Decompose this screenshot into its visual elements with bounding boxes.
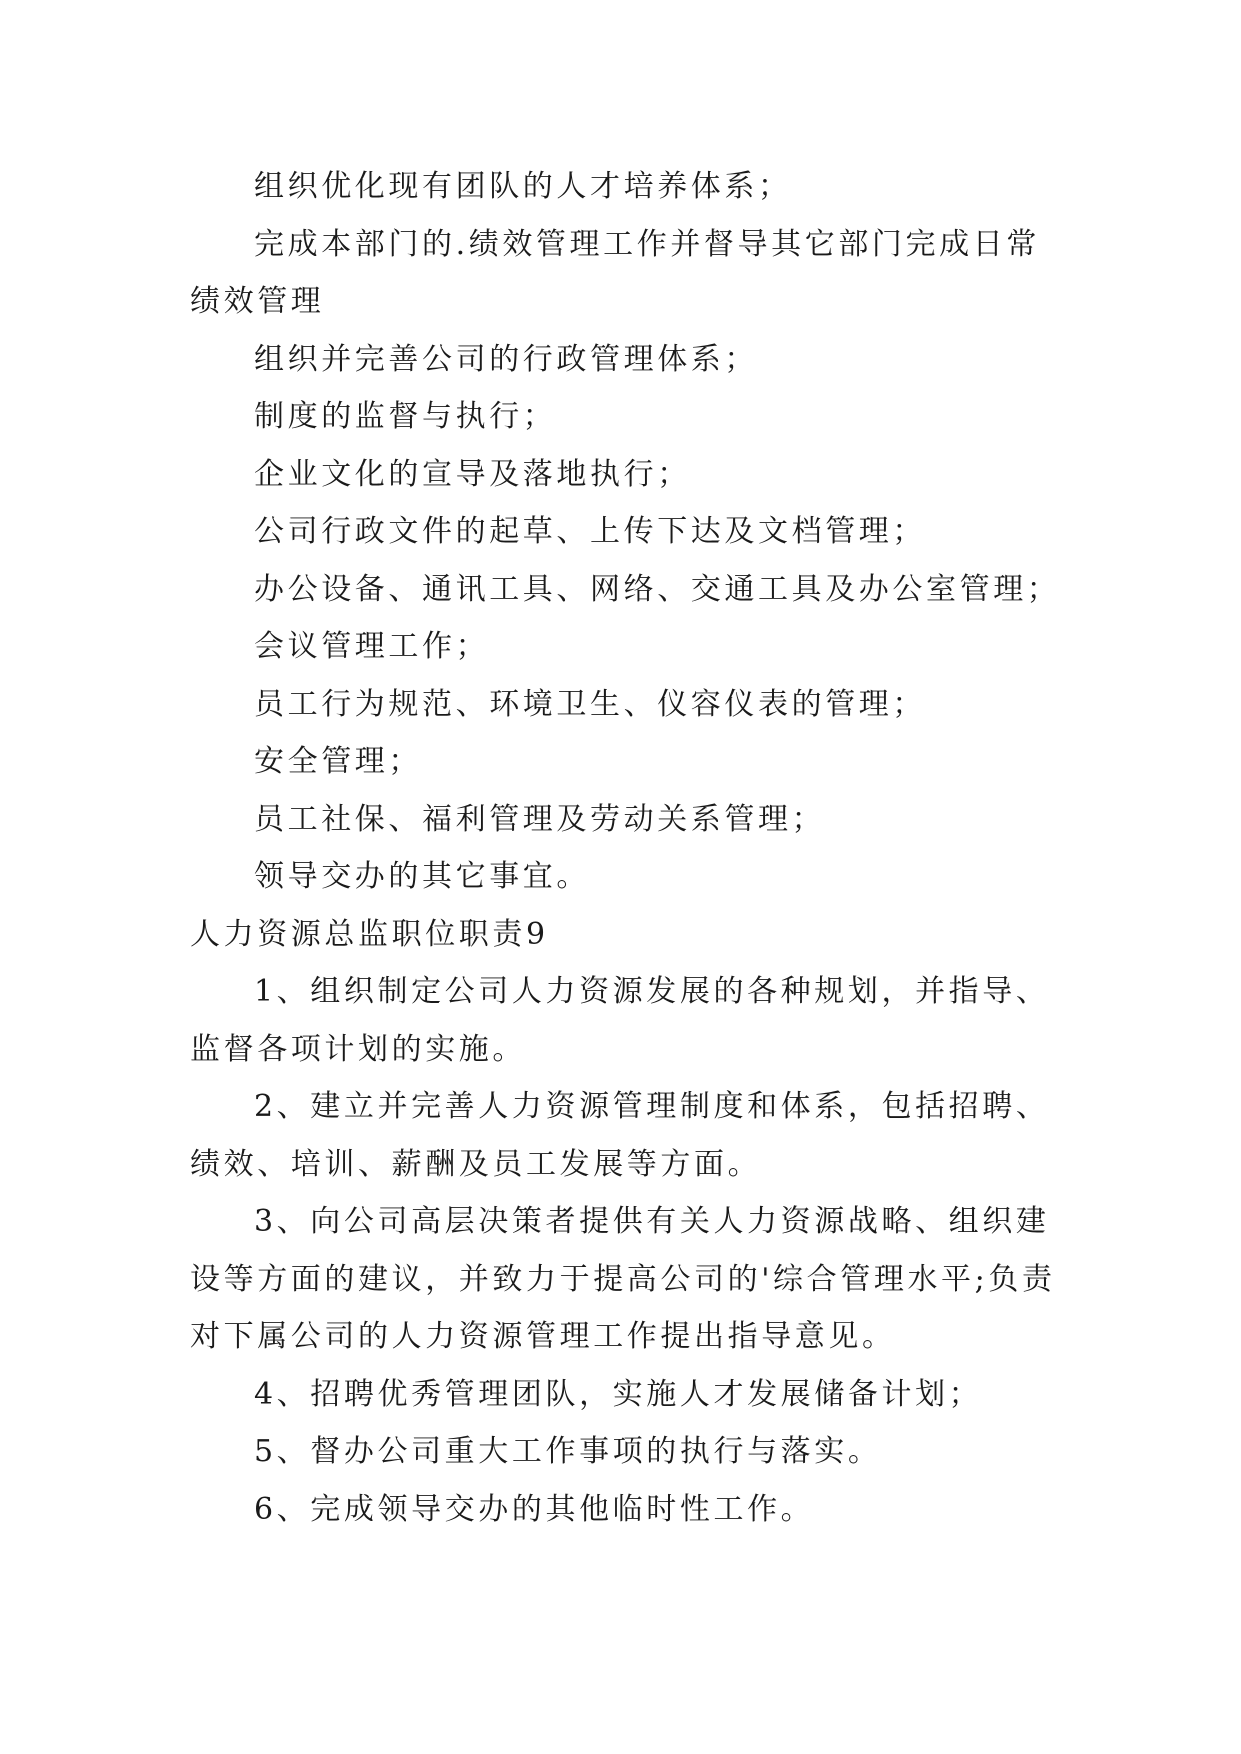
paragraph: 完成本部门的.绩效管理工作并督导其它部门完成日常绩效管理 bbox=[190, 226, 1040, 319]
paragraph: 1、组织制定公司人力资源发展的各种规划，并指导、监督各项计划的实施。 bbox=[190, 974, 1050, 1067]
paragraph: 企业文化的宣导及落地执行； bbox=[254, 456, 691, 492]
paragraph: 2、建立并完善人力资源管理制度和体系，包括招聘、绩效、培训、薪酬及员工发展等方面。 bbox=[190, 1089, 1050, 1182]
section-heading: 人力资源总监职位职责9 bbox=[190, 916, 549, 952]
paragraph: 安全管理； bbox=[254, 744, 422, 779]
paragraph: 公司行政文件的起草、上传下达及文档管理； bbox=[254, 514, 926, 549]
paragraph: 办公设备、通讯工具、网络、交通工具及办公室管理； bbox=[254, 571, 1061, 607]
paragraph: 5、督办公司重大工作事项的执行与落实。 bbox=[254, 1434, 882, 1469]
paragraph: 制度的监督与执行； bbox=[254, 399, 557, 434]
paragraph: 6、完成领导交办的其他临时性工作。 bbox=[254, 1491, 815, 1527]
paragraph: 领导交办的其它事宜。 bbox=[254, 859, 590, 894]
document-body bbox=[190, 158, 1070, 1538]
paragraph: 组织优化现有团队的人才培养体系； bbox=[254, 169, 792, 204]
paragraph: 员工社保、福利管理及劳动关系管理； bbox=[254, 801, 826, 837]
paragraph: 3、向公司高层决策者提供有关人力资源战略、组织建设等方面的建议，并致力于提高公司的'综合管理水平;负责对下属公司的人力资源管理工作提出指导意见。 bbox=[190, 1204, 1056, 1354]
paragraph: 员工行为规范、环境卫生、仪容仪表的管理； bbox=[254, 686, 926, 722]
paragraph: 组织并完善公司的行政管理体系； bbox=[254, 341, 758, 377]
paragraph: 会议管理工作； bbox=[254, 629, 490, 664]
paragraph: 4、招聘优秀管理团队，实施人才发展储备计划； bbox=[254, 1376, 983, 1412]
